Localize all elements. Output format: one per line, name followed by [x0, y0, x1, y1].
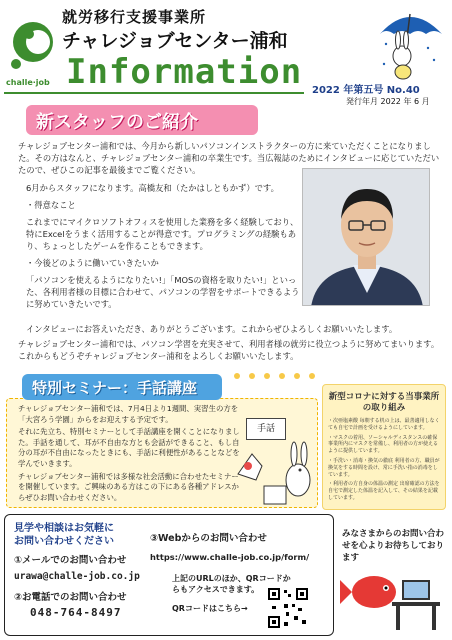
web-contact-label: ③Webからのお問い合わせ	[150, 533, 267, 544]
contact-heading-line: 見学や相談はお気軽に	[14, 523, 114, 534]
corona-item: ・手洗い・消毒・換気の徹底 利用者の方、職員が換気をする時間を設け、常に手洗い指の消毒をしています。	[328, 457, 440, 478]
staff-photo	[302, 168, 430, 306]
logo-text: challe·job	[6, 78, 50, 87]
seminar-paragraph: チャレジョブセンター浦和では、7月4日より1週間、実習生の方を「大宮ろう学園」からをお迎えする予定です。	[18, 404, 239, 424]
contact-form-url[interactable]: https://www.challe-job.co.jp/form/	[150, 552, 310, 562]
qr-code-icon[interactable]	[266, 586, 310, 630]
mail-contact-label: ①メールでのお問い合わせ	[14, 555, 127, 566]
strengths-heading: ・得意なこと	[26, 200, 76, 210]
seminar-paragraph: それに先立ち、特別セミナーとして手話講座を開くことになりました。手話を通して、耳が不自由な方とも会話ができること、もし自分の耳が不自由になったときにも、手話に利便性があることなどを学んでいきます。	[18, 427, 240, 468]
org-name: 就労移行支援事業所	[62, 8, 207, 26]
fish-computer-illustration	[340, 558, 444, 634]
newsletter-title: Information	[66, 52, 303, 92]
phone-contact-label: ②お電話でのお問い合わせ	[14, 592, 127, 603]
sign-language-illustration	[236, 440, 320, 506]
sign-language-card: 手話	[246, 418, 286, 440]
corona-measures	[328, 418, 442, 505]
umbrella-rabbit-illustration	[376, 4, 444, 80]
corona-title: 新型コロナに対する当事業所の取り組み	[328, 392, 440, 413]
staff-lead: チャレジョブセンター浦和では、今月から新しいパソコンインストラクターの方に来ていただくことになりました。その方はなんと、チャレジョブセンター浦和の卒業生です。当広報誌のためにインタビューに応じていただいたので、ぜひこの記事を最後までご覧ください。	[18, 141, 440, 175]
invite-message: みなさまからのお問い合わせを心よりお待ちしております	[342, 529, 445, 563]
corona-item: ・次亜塩素酸 毎朝する机の上は、最善適用しなくても自宅で計画を受けるようにしています。	[328, 418, 440, 431]
intro-line: 6月からスタッフになります。高橋友和（たかはしともかず）です。	[26, 183, 279, 193]
goals-heading: ・今後どのように働いていきたいか	[26, 258, 159, 268]
goals-text: 「パソコンを使えるようになりたい!」「MOSの資格を取りたい!」といった、各利用者様の目標に合わせて、パソコンの学習をサポートできるように努めていきたいです。	[26, 275, 300, 309]
contact-heading	[14, 522, 114, 548]
web-note: 上記のURLのほか、QRコードからもアクセスできます。	[172, 574, 291, 594]
corona-item: ・マスクの着用、ソーシャルディスタンスの確保 事業所内にマスクを常備し、利用者の方が使えるように提供しています。	[328, 434, 439, 455]
decorative-dots	[232, 368, 322, 382]
seminar-section-heading: 特別セミナー：手話講座	[22, 374, 222, 400]
phone-number[interactable]: 048-764-8497	[30, 606, 122, 619]
seminar-text	[18, 404, 240, 505]
staff-thanks: インタビューにお答えいただき、ありがとうございます。これからぜひよろしくお願いいたします。	[26, 324, 398, 334]
contact-heading-line: お問い合わせください	[14, 536, 114, 547]
header-rule	[4, 92, 304, 94]
strengths-text: これまでにマイクロソフトオフィスを使用した業務を多く経験しており、特にExcelをうまく活用することが得意です。プログラミングの経験もあり、ちょっとしたゲームを作ることもできます。	[26, 217, 299, 251]
seminar-paragraph: チャレジョブセンター浦和では多様な社会活動に合わせたセミナーを開催しています。ご興味のある方はこの下にある各種アドレスからぜひお問い合わせください。	[18, 471, 239, 502]
logo-mark	[8, 20, 58, 76]
corona-item: ・利用者の方自身の体温の測定 出席確認の方法を自宅で測定した体温を記入して、その結果を記載しています。	[328, 481, 440, 501]
staff-closing: チャレジョブセンター浦和では、パソコン学習を充実させて、利用者様の就労に役立つように努めてまいります。これからもどうぞチャレジョブセンター浦和をよろしくお願いいたします。	[18, 339, 440, 361]
staff-section-heading: 新スタッフのご紹介	[26, 105, 258, 135]
qr-label: QRコードはこちら→	[172, 604, 248, 613]
mail-address-link[interactable]: urawa@challe-job.co.jp	[14, 571, 140, 582]
staff-interview	[26, 182, 302, 315]
issue-number: 2022 年第五号 No.40	[312, 85, 420, 96]
center-name: チャレジョブセンター浦和	[62, 30, 288, 52]
publication-date: 発行年月 2022 年 6 月	[346, 97, 430, 106]
